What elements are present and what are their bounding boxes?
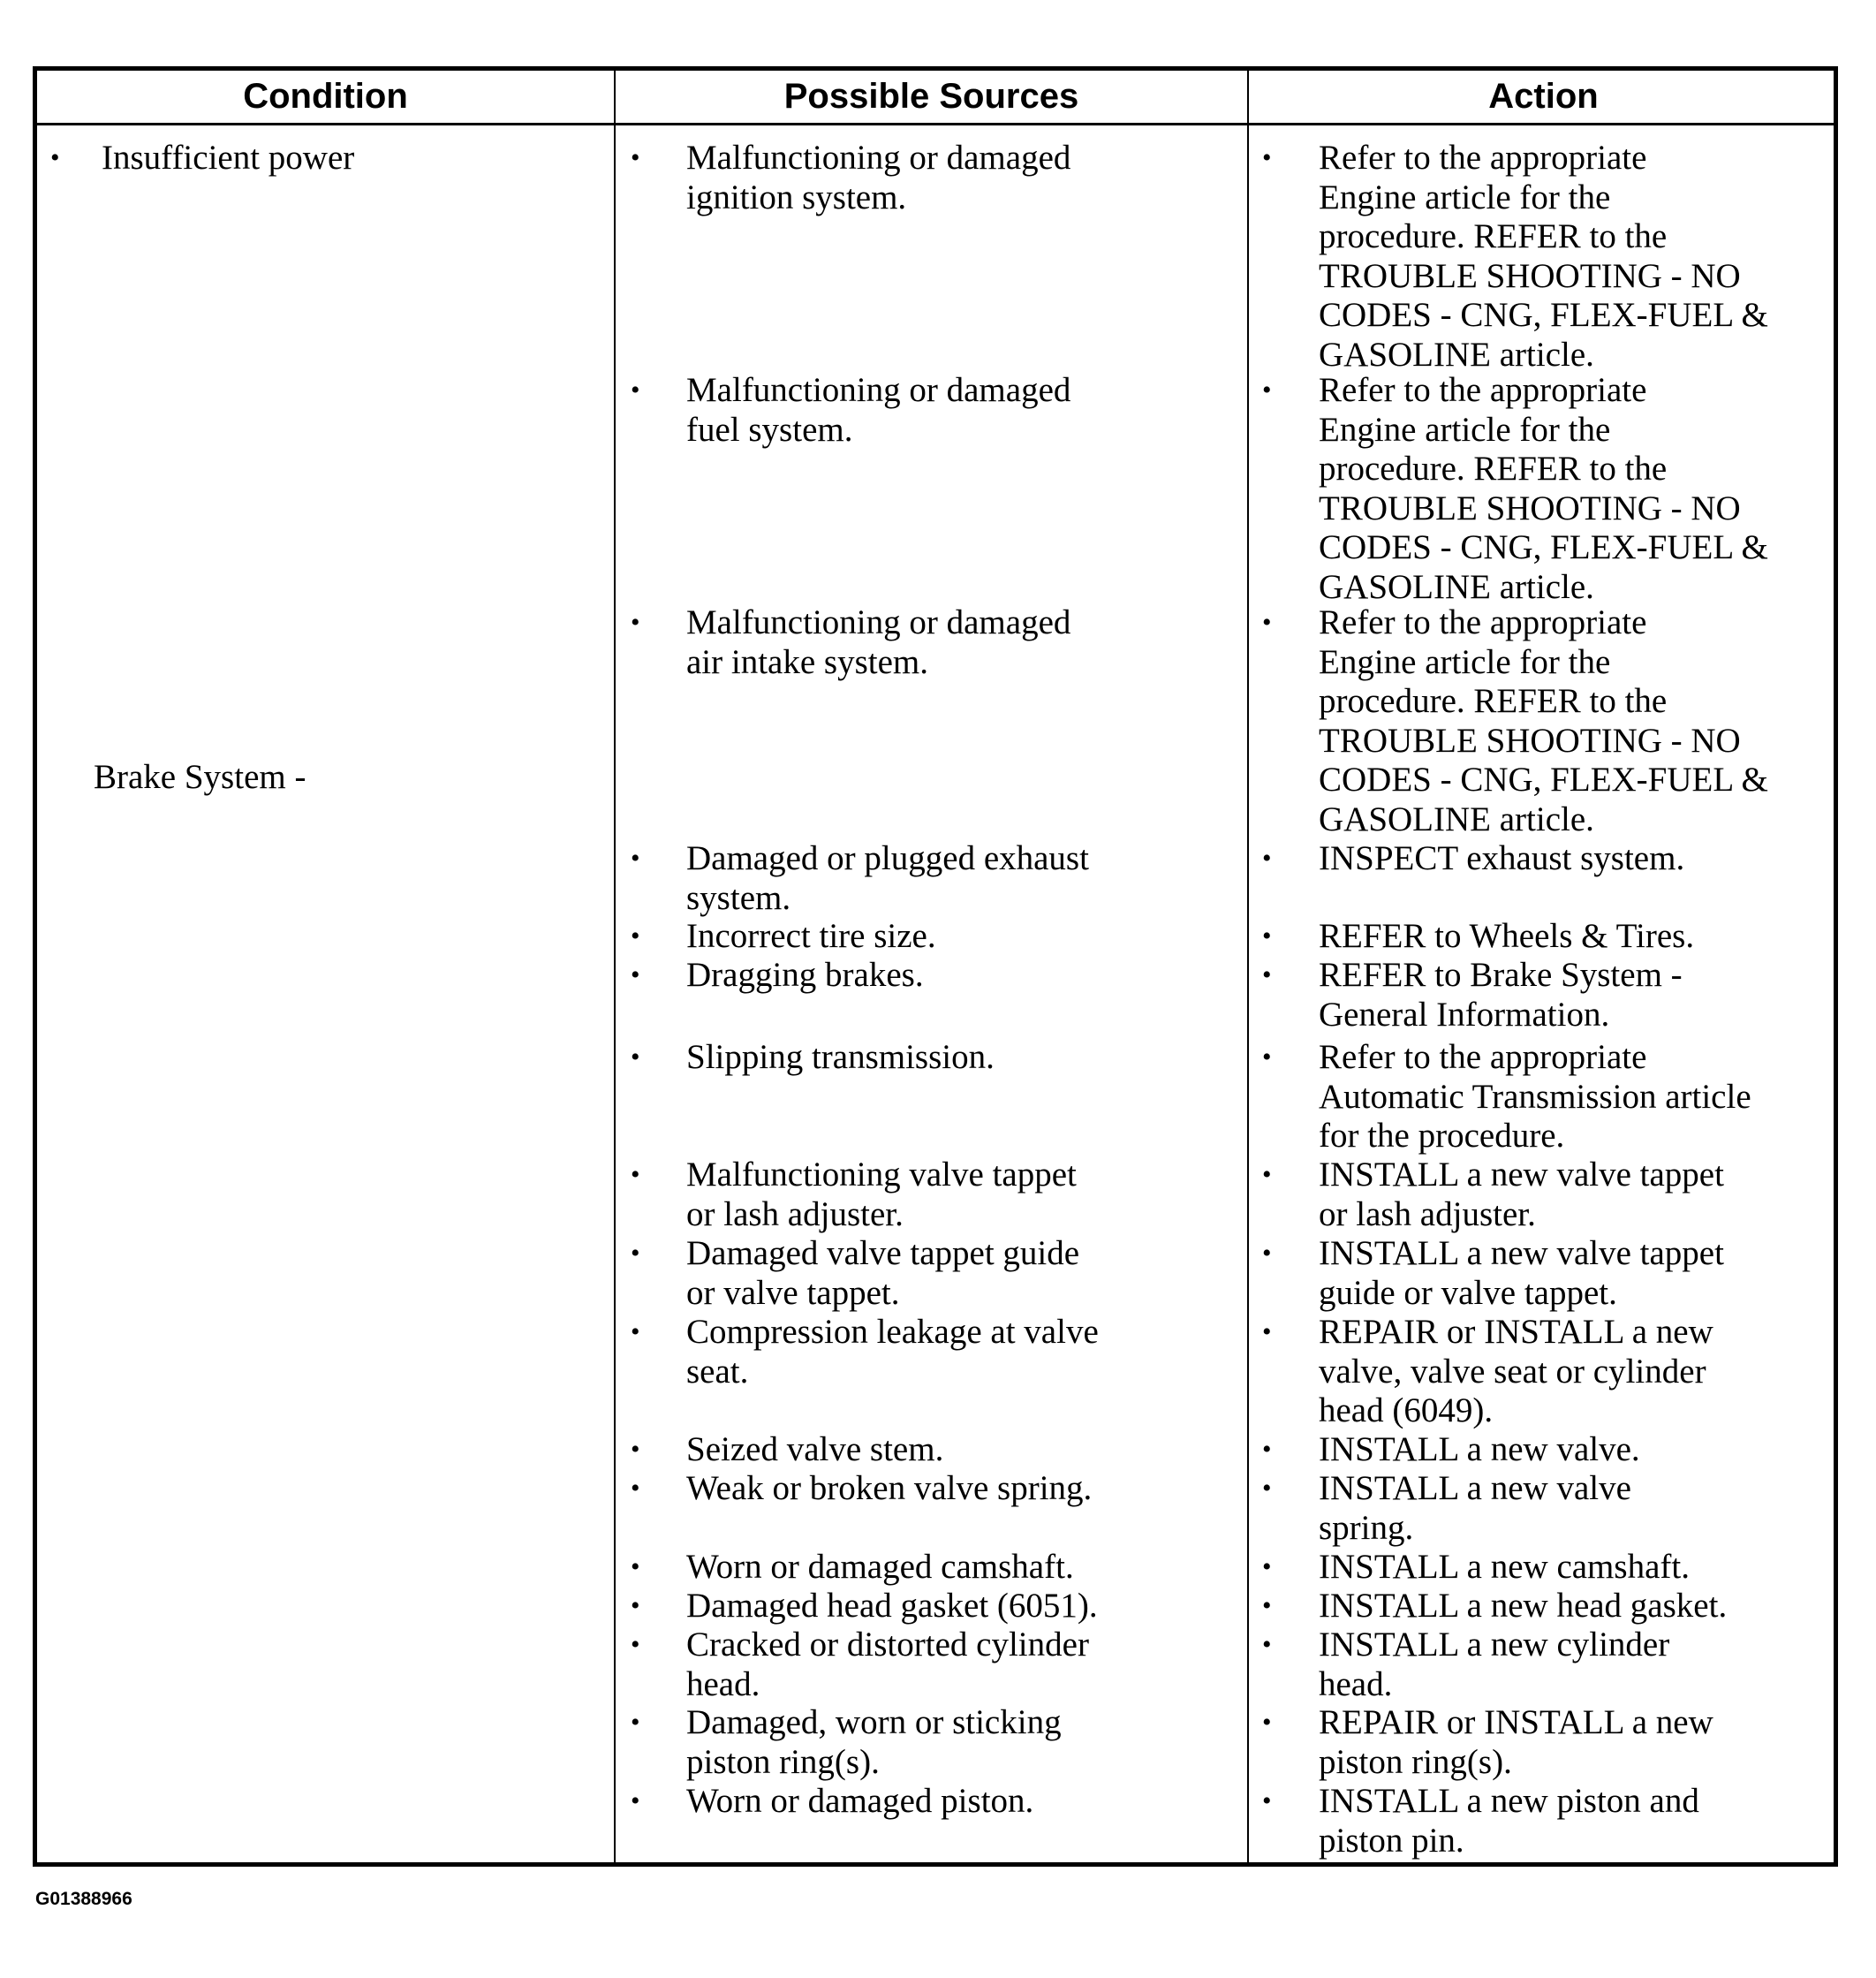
action [1319,839,1684,879]
action-line: guide or valve tappet. [1319,1273,1617,1312]
action-line: REFER to Brake System - [1319,956,1683,994]
condition-item: Insufficient power [102,139,355,177]
bullet-icon: • [631,1239,640,1268]
action-line: General Information. [1319,995,1610,1034]
action-line: or lash adjuster. [1319,1194,1536,1233]
action-line: TROUBLE SHOOTING - NO [1319,489,1741,527]
bullet-icon: • [50,143,60,172]
header-possible-sources: Possible Sources [783,77,1079,116]
bullet-icon: • [631,844,640,873]
possible-source-line: seat. [686,1352,749,1391]
bullet-icon: • [1262,1630,1272,1659]
bullet-icon: • [631,1474,640,1503]
action [1319,1469,1631,1548]
bullet-icon: • [631,921,640,951]
action-line: valve, valve seat or cylinder [1319,1352,1706,1391]
possible-source-line: fuel system. [686,410,853,449]
action-line: INSTALL a new valve [1319,1469,1631,1507]
bullet-icon: • [1262,1435,1272,1464]
possible-source-line: Dragging brakes. [686,956,924,994]
bullet-icon: • [1262,1708,1272,1737]
possible-source [686,1469,1092,1509]
condition-note: Brake System - [94,758,306,796]
possible-source-line: Worn or damaged piston. [686,1782,1034,1820]
action-line: Engine article for the [1319,410,1611,449]
figure-code: G01388966 [35,1889,132,1909]
possible-source-line: Worn or damaged camshaft. [686,1548,1074,1586]
action-line: Automatic Transmission article [1319,1077,1751,1116]
possible-source-line: head. [686,1664,760,1703]
action [1319,603,1768,839]
possible-source [686,1156,1077,1234]
action-line: CODES - CNG, FLEX-FUEL & [1319,528,1768,566]
bullet-icon: • [1262,1239,1272,1268]
possible-source [686,917,936,957]
action-line: spring. [1319,1508,1414,1547]
header-action: Action [1488,77,1599,116]
column-divider [1247,71,1249,1862]
possible-source [686,1626,1089,1704]
bullet-icon: • [1262,143,1272,172]
action-line: CODES - CNG, FLEX-FUEL & [1319,296,1768,334]
bullet-icon: • [1262,608,1272,637]
action-line: INSPECT exhaust system. [1319,839,1685,877]
action-line: head. [1319,1664,1393,1703]
possible-source-line: or valve tappet. [686,1273,900,1312]
action [1319,1430,1640,1470]
possible-source-line: Malfunctioning or damaged [686,139,1071,177]
possible-source-line: system. [686,878,791,917]
possible-source [686,1430,943,1470]
action-line: REPAIR or INSTALL a new [1319,1313,1713,1351]
action-line: TROUBLE SHOOTING - NO [1319,721,1741,760]
possible-source-line: Slipping transmission. [686,1038,995,1076]
action-line: for the procedure. [1319,1117,1565,1155]
bullet-icon: • [1262,1591,1272,1620]
action [1319,1234,1724,1313]
action-line: INSTALL a new valve tappet [1319,1234,1724,1272]
possible-source [686,1782,1033,1822]
possible-source [686,371,1070,450]
action [1319,917,1694,957]
action-line: piston pin. [1319,1821,1464,1860]
bullet-icon: • [631,608,640,637]
action-line: INSTALL a new cylinder [1319,1626,1670,1663]
action [1319,1038,1751,1156]
possible-source [686,603,1070,682]
header-condition: Condition [243,77,408,116]
action-line: INSTALL a new valve. [1319,1430,1640,1468]
bullet-icon: • [1262,375,1272,405]
troubleshooting-table [33,66,1838,1867]
bullet-icon: • [631,1708,640,1737]
possible-source-line: Damaged head gasket (6051). [686,1587,1098,1625]
possible-source [686,1313,1099,1391]
action-line: procedure. REFER to the [1319,682,1668,720]
bullet-icon: • [1262,1317,1272,1346]
possible-source [686,1234,1079,1313]
bullet-icon: • [1262,1160,1272,1189]
possible-source [686,139,1070,217]
possible-source-line: Compression leakage at valve [686,1313,1099,1351]
possible-source-line: air intake system. [686,642,929,681]
possible-source [686,1038,995,1078]
bullet-icon: • [631,1160,640,1189]
action-line: GASOLINE article. [1319,800,1594,838]
bullet-icon: • [1262,960,1272,989]
action [1319,371,1768,607]
possible-source-line: Weak or broken valve spring. [686,1469,1093,1507]
action-line: procedure. REFER to the [1319,450,1668,488]
possible-source-line: Malfunctioning or damaged [686,371,1071,409]
possible-source-line: Malfunctioning valve tappet [686,1156,1077,1194]
bullet-icon: • [631,1786,640,1815]
action-line: Refer to the appropriate [1319,1038,1647,1076]
action-line: GASOLINE article. [1319,567,1594,606]
possible-source-line: Damaged or plugged exhaust [686,839,1089,877]
action [1319,956,1683,1034]
possible-source-line: Seized valve stem. [686,1430,944,1468]
possible-source-line: ignition system. [686,178,907,216]
bullet-icon: • [631,1591,640,1620]
possible-source-line: piston ring(s). [686,1742,880,1781]
possible-source [686,839,1089,918]
action-line: head (6049). [1319,1391,1494,1429]
action [1319,1782,1699,1861]
action-line: Engine article for the [1319,642,1611,681]
action-line: INSTALL a new valve tappet [1319,1156,1724,1194]
action-line: CODES - CNG, FLEX-FUEL & [1319,761,1768,799]
action-line: Refer to the appropriate [1319,371,1647,409]
action-line: GASOLINE article. [1319,335,1594,374]
bullet-icon: • [631,1042,640,1072]
possible-source [686,1548,1074,1588]
bullet-icon: • [631,375,640,405]
action-line: REPAIR or INSTALL a new [1319,1703,1713,1741]
possible-source [686,1587,1098,1626]
column-divider [614,71,616,1862]
bullet-icon: • [1262,1786,1272,1815]
action-line: Refer to the appropriate [1319,139,1647,177]
bullet-icon: • [631,1630,640,1659]
possible-source-line: Incorrect tire size. [686,917,936,955]
possible-source [686,1703,1062,1782]
action-line: piston ring(s). [1319,1742,1512,1781]
header-divider [37,123,1834,125]
action-line: INSTALL a new head gasket. [1319,1587,1728,1625]
action [1319,1587,1727,1626]
possible-source-line: or lash adjuster. [686,1194,904,1233]
bullet-icon: • [1262,1042,1272,1072]
action [1319,1548,1690,1588]
action [1319,1626,1669,1704]
possible-source [686,956,924,996]
bullet-icon: • [631,1552,640,1581]
bullet-icon: • [1262,921,1272,951]
bullet-icon: • [631,143,640,172]
action-line: REFER to Wheels & Tires. [1319,917,1695,955]
bullet-icon: • [1262,1474,1272,1503]
action-line: Refer to the appropriate [1319,603,1647,641]
bullet-icon: • [631,1317,640,1346]
action [1319,1313,1713,1431]
action [1319,139,1768,375]
bullet-icon: • [631,1435,640,1464]
action [1319,1703,1713,1782]
action-line: TROUBLE SHOOTING - NO [1319,256,1741,295]
action-line: INSTALL a new camshaft. [1319,1548,1690,1586]
action-line: INSTALL a new piston and [1319,1782,1699,1820]
bullet-icon: • [1262,844,1272,873]
possible-source-line: Malfunctioning or damaged [686,603,1071,641]
action-line: procedure. REFER to the [1319,217,1668,255]
possible-source-line: Damaged valve tappet guide [686,1234,1080,1272]
bullet-icon: • [631,960,640,989]
action [1319,1156,1724,1234]
possible-source-line: Damaged, worn or sticking [686,1703,1062,1741]
bullet-icon: • [1262,1552,1272,1581]
possible-source-line: Cracked or distorted cylinder [686,1626,1089,1663]
action-line: Engine article for the [1319,178,1611,216]
